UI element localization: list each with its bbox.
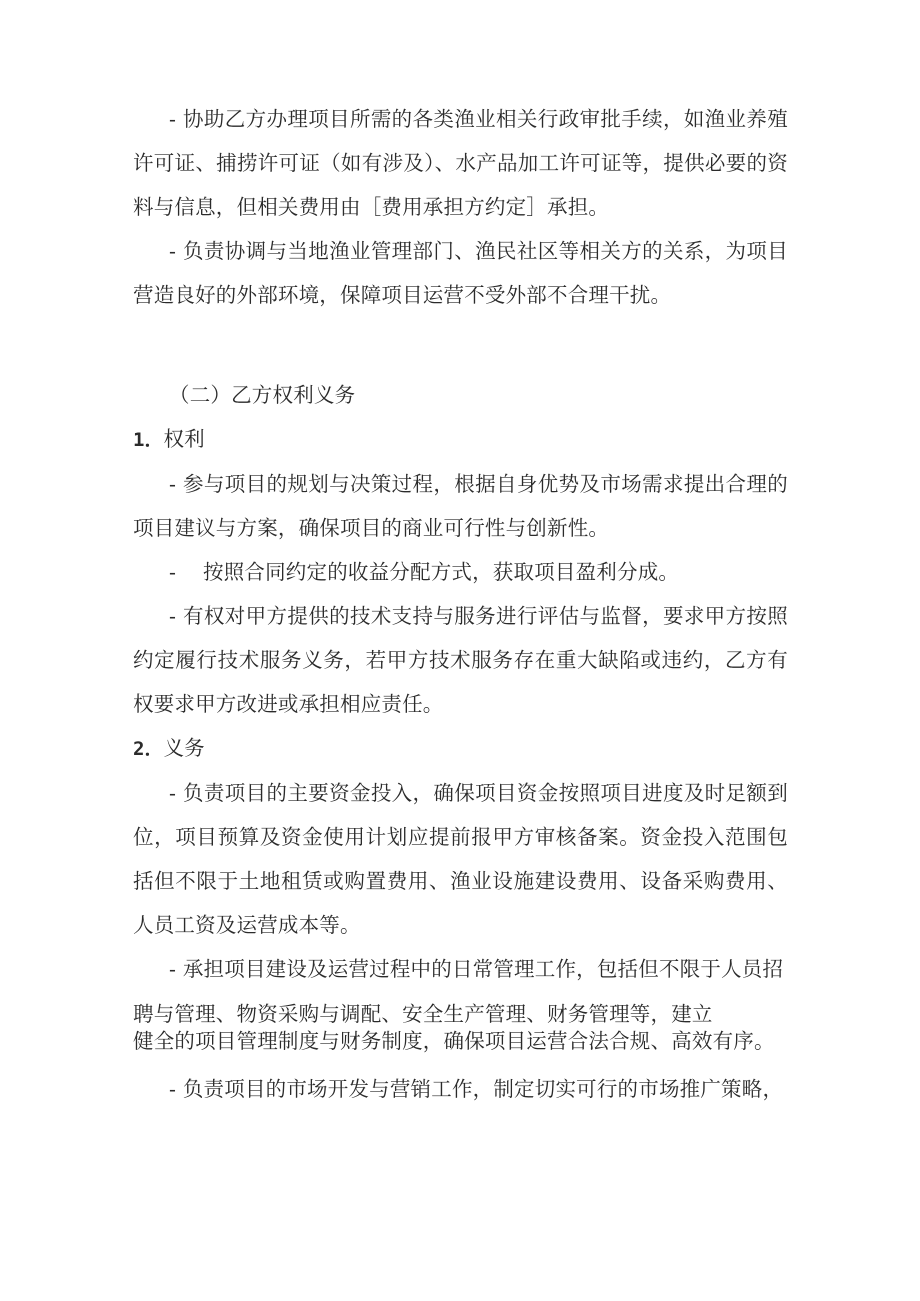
paragraph-yi-right-supervision: - 有权对甲方提供的技术支持与服务进行评估与监督，要求甲方按照约定履行技术服务义务，若甲方技术服务存在重大缺陷或违约，乙方有权要求甲方改进或承担相应责任。 [133,604,788,716]
heading-duties-separator: ． [144,738,164,760]
heading-duties [133,726,788,771]
heading-rights-separator: ． [144,429,164,451]
paragraph-gap [133,1055,788,1067]
paragraph-jia-duty-coordination: - 负责协调与当地渔业管理部门、渔民社区等相关方的关系，为项目营造良好的外部环境，保障项目运营不受外部不合理干扰。 [133,239,788,307]
paragraph-yi-duty-management-line-1: - 承担项目建设及运营过程中的日常管理工作，包括但不限于人员招 [169,957,784,981]
paragraph-yi-right-profit-share: - 按照合同约定的收益分配方式，获取项目盈利分成。 [169,560,680,584]
paragraph-yi-duty-management-line-2: 聘与管理、物资采购与调配、安全生产管理、财务管理等，建立 [133,1002,713,1026]
heading-section-yi-rights-duties: （二）乙方权利义务 [169,383,356,407]
paragraph-yi-duty-funding: - 负责项目的主要资金投入，确保项目资金按照项目进度及时足额到位，项目预算及资金使用计划应提前报甲方审核备案。资金投入范围包括但不限于土地租赁或购置费用、渔业设施建设费用、设备采购费用、人员工资及运营成本等。 [133,781,788,937]
paragraph-yi-duty-management [133,947,788,1055]
paragraph-jia-duty-approvals: - 协助乙方办理项目所需的各类渔业相关行政审批手续，如渔业养殖许可证、捕捞许可证（如有涉及）、水产品加工许可证等，提供必要的资料与信息，但相关费用由［费用承担方约定］承担。 [133,107,788,219]
heading-rights [133,417,788,462]
paragraph-yi-duty-management-line-3: 健全的项目管理制度与财务制度，确保项目运营合法合规、高效有序。 [133,1029,775,1053]
heading-rights-numeral: 1 [133,429,145,451]
heading-duties-numeral: 2 [133,738,145,760]
heading-rights-label: 权利 [163,427,205,451]
paragraph-yi-right-planning: - 参与项目的规划与决策过程，根据自身优势及市场需求提出合理的项目建议与方案，确保项目的商业可行性与创新性。 [133,472,788,540]
heading-duties-label: 义务 [163,736,205,760]
paragraph-yi-duty-marketing: - 负责项目的市场开发与营销工作，制定切实可行的市场推广策略， [169,1077,784,1101]
document-body [133,97,788,1111]
section-spacer [133,317,788,373]
